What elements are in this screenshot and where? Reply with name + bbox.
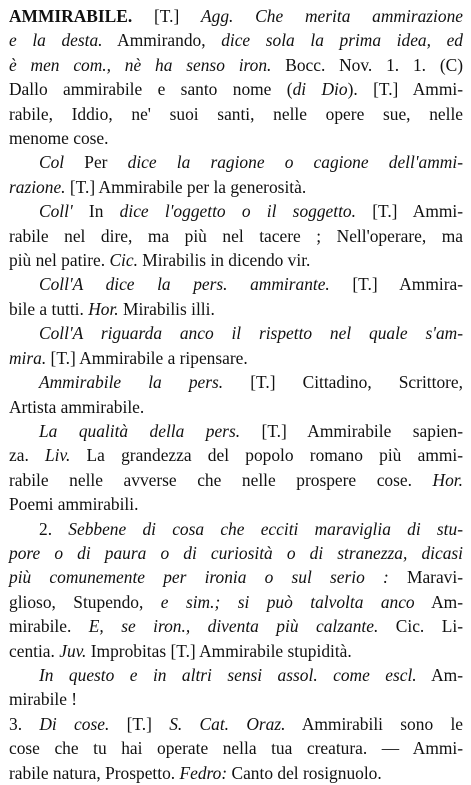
entry-text: [T.] Cittadino, Scrittore, <box>223 372 463 393</box>
entry-text: dice l'oggetto o il soggetto. <box>119 201 356 222</box>
entry-text: Dallo ammirabile e santo nome ( <box>9 79 293 100</box>
entry-line <box>9 297 463 321</box>
entry-text: Hor. <box>432 469 463 490</box>
entry-line <box>9 53 463 77</box>
entry-text: Per <box>64 152 128 173</box>
entry-line <box>9 687 463 711</box>
entry-text: Coll' <box>39 201 73 222</box>
entry-text: Artista ammirabile. <box>9 396 145 417</box>
entry-line <box>9 102 463 126</box>
entry-line <box>9 126 463 150</box>
entry-line <box>9 712 463 736</box>
entry-text: 2. <box>39 518 69 539</box>
entry-line <box>9 346 463 370</box>
entry-text: [T.] <box>109 713 170 734</box>
headword: AMMIRABILE. <box>9 6 133 26</box>
entry-text: E, se iron., diventa più calzante. <box>88 616 379 637</box>
entry-text: rabile nelle avverse che nelle prospere cose. <box>9 469 433 490</box>
entry-text: Ammirando, <box>102 30 222 51</box>
entry-text: è men com., nè ha senso iron. <box>9 54 272 75</box>
entry-text: e sim.; si può talvolta anco <box>160 591 415 612</box>
entry-text: centia. <box>9 640 60 661</box>
entry-line <box>9 590 463 614</box>
entry-text: più comunemente per ironia o sul serio : <box>9 567 389 588</box>
entry-text: La grandezza del popolo romano più ammi- <box>70 445 463 466</box>
entry-line <box>9 419 463 443</box>
entry-text: Am- <box>414 591 463 612</box>
entry-text: za. <box>9 445 46 466</box>
entry-text: Hor. <box>88 298 119 319</box>
entry-text: bile a tutti. <box>9 298 89 319</box>
entry-text: Maravi- <box>388 567 463 588</box>
entry-text: rabile, Iddio, ne' suoi santi, nelle opere sue, nelle <box>9 103 463 124</box>
entry-text: Coll'A dice la pers. ammirante. <box>39 274 330 295</box>
entry-text: razione. <box>9 176 66 197</box>
entry-line <box>9 565 463 589</box>
entry-text: Improbitas [T.] Ammirabile stupidità. <box>86 640 352 661</box>
entry-text: glioso, Stupendo, <box>9 591 161 612</box>
entry-line <box>9 614 463 638</box>
entry-line <box>9 4 463 28</box>
entry-text: [T.] Ammirabile per la generosità. <box>65 176 307 197</box>
entry-text: Mirabilis illi. <box>118 298 215 319</box>
entry-text: e la desta. <box>9 30 103 51</box>
entry-text: dice la ragione o cagione dell'ammi- <box>127 152 463 173</box>
entry-text: di Dio <box>292 79 348 100</box>
entry-text: menome cose. <box>9 128 109 149</box>
entry-text: più nel patire. <box>9 250 110 271</box>
entry-text: mirabile ! <box>9 689 78 710</box>
entry-text: Coll'A riguarda anco il rispetto nel quale s'am- <box>39 323 463 344</box>
entry-text: [T.] <box>132 6 202 26</box>
entry-text: Sebbene di cosa che ecciti maraviglia di stu- <box>68 518 463 539</box>
entry-text: [T.] Ammirabile sapien- <box>240 420 463 441</box>
entry-text: [T.] Ammirabile a ripensare. <box>46 347 248 368</box>
entry-text: mira. <box>9 347 47 368</box>
entry-line <box>9 395 463 419</box>
entry-text: La qualità della pers. <box>39 420 241 441</box>
entry-line <box>9 761 463 785</box>
entry-line <box>9 272 463 296</box>
entry-text: Canto del rosignuolo. <box>227 762 382 783</box>
entry-line <box>9 443 463 467</box>
entry-line <box>9 492 463 516</box>
entry-text: Poemi ammirabili. <box>9 494 139 515</box>
entry-text: S. Cat. Oraz. <box>169 713 286 734</box>
entry-line <box>9 77 463 101</box>
entry-line <box>9 321 463 345</box>
entry-line <box>9 248 463 272</box>
entry-line <box>9 639 463 663</box>
entry-text: In <box>72 201 120 222</box>
entry-text: Agg. Che merita ammirazione <box>201 6 463 26</box>
entry-text: ). [T.] Ammi- <box>347 79 463 100</box>
entry-text: [T.] Ammira- <box>329 274 463 295</box>
entry-text: [T.] Ammi- <box>355 201 463 222</box>
entry-text: rabile natura, Prospetto. <box>9 762 180 783</box>
entry-line <box>9 370 463 394</box>
entry-line <box>9 541 463 565</box>
entry-text: Di cose. <box>39 713 110 734</box>
entry-text: Bocc. Nov. 1. 1. (C) <box>271 54 463 75</box>
entry-line <box>9 468 463 492</box>
entry-text: mirabile. <box>9 616 89 637</box>
entry-text: Cic. <box>109 250 138 271</box>
entry-text: rabile nel dire, ma più nel tacere ; Nell'operare, ma <box>9 225 463 246</box>
entry-line <box>9 150 463 174</box>
entry-text: In questo e in altri sensi assol. come escl. <box>39 664 417 685</box>
entry-line <box>9 199 463 223</box>
entry-text: Ammirabile la pers. <box>39 372 224 393</box>
entry-text: dice sola la prima idea, ed <box>221 30 463 51</box>
entry-text: cose che tu hai operate nella tua creatura. — Ammi- <box>9 738 463 759</box>
entry-line <box>9 224 463 248</box>
entry-text: Cic. Li- <box>378 616 463 637</box>
entry-text: Ammirabili sono le <box>285 713 463 734</box>
entry-text: Fedro: <box>179 762 228 783</box>
entry-line <box>9 28 463 52</box>
entry-text: Mirabilis in dicendo vir. <box>137 250 311 271</box>
entry-text: Juv. <box>59 640 87 661</box>
entry-text: pore o di paura o di curiosità o di stranezza, dicasi <box>9 542 463 563</box>
entry-line <box>9 175 463 199</box>
entry-text: Liv. <box>45 445 71 466</box>
entry-line <box>9 736 463 760</box>
entry-text: Am- <box>416 664 464 685</box>
entry-text: 3. <box>9 713 40 734</box>
entry-line <box>9 517 463 541</box>
entry-text: Col <box>39 152 65 173</box>
